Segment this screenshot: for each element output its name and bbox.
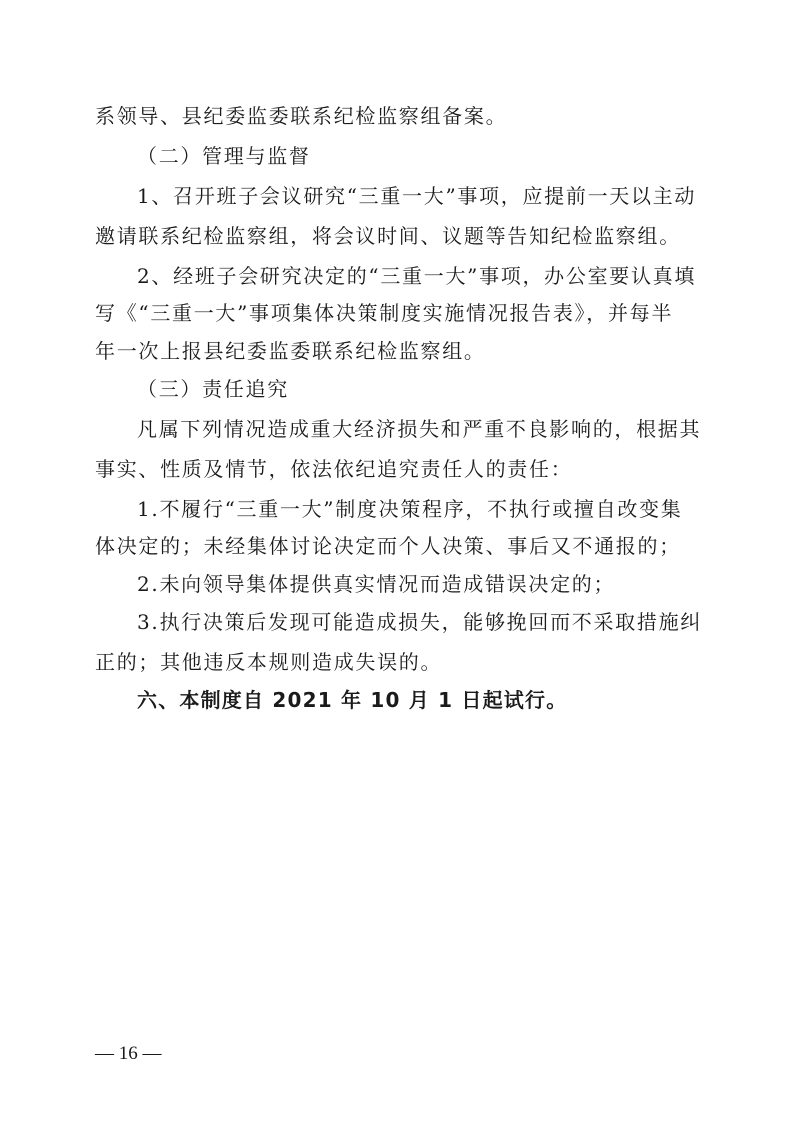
paragraph-line-13: 2.未向领导集体提供真实情况而造成错误决定的； [137,572,616,596]
paragraph-line-14: 3.执行决策后发现可能造成损失，能够挽回而不采取措施纠 [137,610,702,634]
paragraph-line-1: 系领导、县纪委监委联系纪检监察组备案。 [95,104,508,128]
paragraph-line-11: 1.不履行“三重一大”制度决策程序，不执行或擅自改变集 [137,497,683,521]
paragraph-line-15: 正的；其他违反本规则造成失误的。 [95,650,443,674]
paragraph-line-4: 邀请联系纪检监察组，将会议时间、议题等告知纪检监察组。 [95,224,681,248]
paragraph-line-12: 体决定的；未经集体讨论决定而个人决策、事后又不通报的； [95,534,681,558]
paragraph-line-10: 事实、性质及情节，依法依纪追究责任人的责任： [95,457,573,481]
paragraph-line-6: 写《“三重一大”事项集体决策制度实施情况报告表》，并每半 [95,301,674,325]
paragraph-line-7: 年一次上报县纪委监委联系纪检监察组。 [95,339,486,363]
paragraph-line-5: 2、经班子会研究决定的“三重一大”事项，办公室要认真填 [137,264,697,288]
page-number: — 16 — [95,1043,162,1064]
section-heading-management: （二）管理与监督 [137,144,311,168]
section-heading-accountability: （三）责任追究 [137,377,289,401]
paragraph-line-9: 凡属下列情况造成重大经济损失和严重不良影响的，根据其 [137,417,702,441]
paragraph-line-3: 1、召开班子会议研究“三重一大”事项，应提前一天以主动 [137,184,697,208]
article-six-heading: 六、本制度自 2021 年 10 月 1 日起试行。 [137,688,568,712]
